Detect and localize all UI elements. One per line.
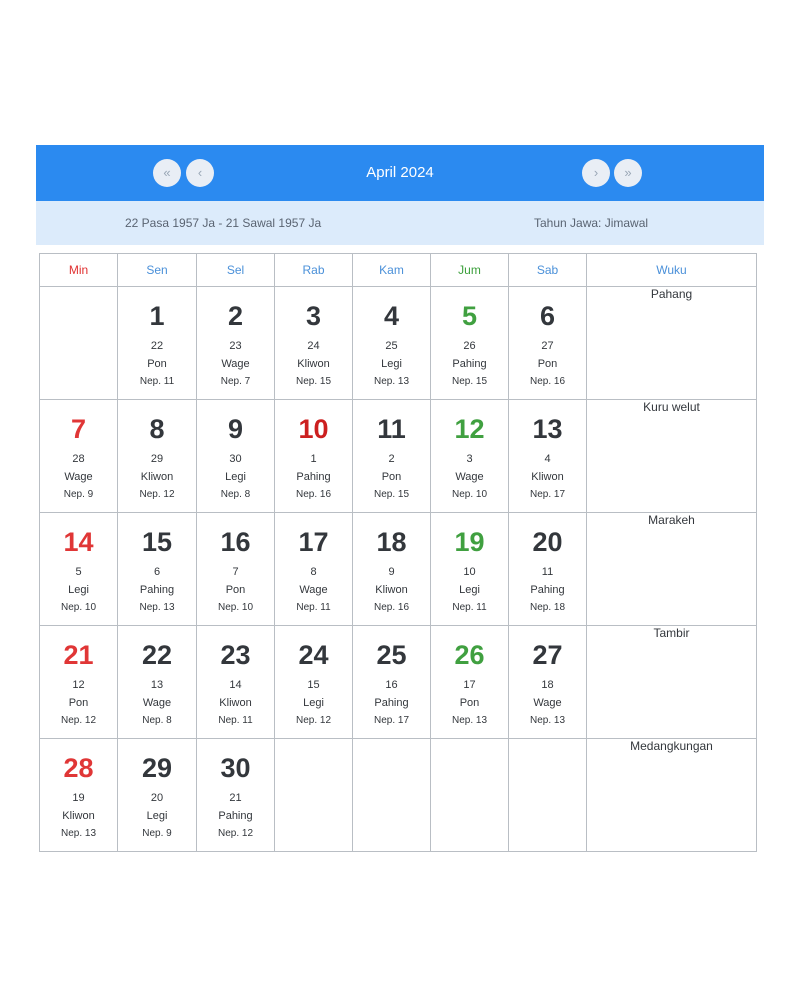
javanese-day: 18 <box>541 679 554 691</box>
day-number: 12 <box>454 414 485 444</box>
day-number: 23 <box>220 640 251 670</box>
day-cell[interactable] <box>509 626 587 739</box>
next-year-button[interactable] <box>614 159 642 187</box>
chevron-left-icon: ‹ <box>197 165 203 180</box>
neptu-label: Nep. 15 <box>451 376 488 387</box>
neptu-label: Nep. 18 <box>529 602 566 613</box>
day-cell[interactable] <box>431 400 509 513</box>
neptu-label: Nep. 10 <box>60 602 97 613</box>
wuku-cell: Pahang <box>587 287 757 400</box>
pasaran-label: Pon <box>225 584 246 596</box>
pasaran-label: Wage <box>64 471 93 483</box>
pasaran-label: Pon <box>459 697 480 709</box>
day-cell[interactable] <box>275 513 353 626</box>
javanese-day: 9 <box>388 566 395 578</box>
empty-day-cell <box>509 739 587 852</box>
neptu-label: Nep. 12 <box>60 715 97 726</box>
neptu-label: Nep. 8 <box>220 489 251 500</box>
javanese-day: 19 <box>72 792 85 804</box>
day-cell[interactable] <box>509 513 587 626</box>
day-cell[interactable] <box>118 513 197 626</box>
javanese-day: 6 <box>153 566 161 578</box>
pasaran-label: Pon <box>381 471 402 483</box>
day-number: 13 <box>532 414 563 444</box>
pasaran-label: Pahing <box>374 697 409 709</box>
javanese-day: 15 <box>307 679 320 691</box>
day-number: 1 <box>149 301 165 331</box>
neptu-label: Nep. 10 <box>451 489 488 500</box>
day-number: 10 <box>298 414 329 444</box>
day-number: 24 <box>298 640 329 670</box>
neptu-label: Nep. 11 <box>296 602 331 613</box>
javanese-day: 5 <box>75 566 82 578</box>
day-number: 7 <box>70 414 87 444</box>
javanese-day: 27 <box>541 340 554 352</box>
javanese-day: 26 <box>463 340 476 352</box>
weekday-header: Rab <box>275 254 353 287</box>
javanese-day: 11 <box>541 566 554 578</box>
wuku-cell: Medangkungan <box>587 739 757 852</box>
weekday-header: Sen <box>118 254 197 287</box>
day-number: 14 <box>63 527 94 557</box>
pasaran-label: Wage <box>221 358 250 370</box>
day-number: 22 <box>141 640 173 670</box>
pasaran-label: Wage <box>142 697 172 709</box>
month-navigation-bar <box>36 145 764 201</box>
day-number: 2 <box>227 301 244 331</box>
day-cell[interactable] <box>353 513 431 626</box>
day-cell[interactable] <box>275 626 353 739</box>
pasaran-label: Pon <box>68 697 89 709</box>
empty-day-cell <box>40 287 118 400</box>
javanese-day: 24 <box>307 340 320 352</box>
javanese-day: 2 <box>388 453 395 465</box>
javanese-day: 16 <box>385 679 398 691</box>
day-number: 3 <box>305 301 322 331</box>
empty-day-cell <box>431 739 509 852</box>
day-number: 19 <box>454 527 485 557</box>
neptu-label: Nep. 13 <box>60 828 97 839</box>
day-cell[interactable] <box>431 513 509 626</box>
day-cell[interactable] <box>40 626 118 739</box>
weekday-header: Jum <box>431 254 509 287</box>
day-number: 28 <box>63 753 94 783</box>
week-row <box>40 287 757 400</box>
wuku-cell: Marakeh <box>587 513 757 626</box>
javanese-day: 20 <box>150 792 164 804</box>
weekday-header: Min <box>40 254 118 287</box>
day-cell[interactable] <box>353 626 431 739</box>
day-number: 6 <box>539 301 556 331</box>
day-cell[interactable] <box>353 400 431 513</box>
weekday-header: Sab <box>509 254 587 287</box>
day-cell[interactable] <box>197 739 275 852</box>
pasaran-label: Legi <box>146 810 168 822</box>
day-cell[interactable] <box>509 400 587 513</box>
day-number: 18 <box>376 527 407 557</box>
neptu-label: Nep. 17 <box>373 715 410 726</box>
neptu-label: Nep. 11 <box>452 602 487 613</box>
day-cell[interactable] <box>40 739 118 852</box>
pasaran-label: Legi <box>381 358 402 370</box>
empty-day-cell <box>275 739 353 852</box>
pasaran-label: Pahing <box>452 358 487 370</box>
neptu-label: Nep. 9 <box>63 489 94 500</box>
pasaran-label: Pahing <box>296 471 331 483</box>
javanese-day: 14 <box>229 679 242 691</box>
neptu-label: Nep. 11 <box>139 376 175 387</box>
day-cell[interactable] <box>197 513 275 626</box>
chevron-right-icon: › <box>593 165 599 180</box>
javanese-date-range: 22 Pasa 1957 Ja - 21 Sawal 1957 Ja <box>125 216 322 230</box>
day-cell[interactable] <box>118 739 197 852</box>
day-number: 8 <box>149 414 165 444</box>
javanese-day: 13 <box>150 679 164 691</box>
pasaran-label: Legi <box>68 584 89 596</box>
day-cell[interactable] <box>431 287 509 400</box>
day-number: 30 <box>220 753 251 783</box>
javanese-day: 7 <box>232 566 239 578</box>
neptu-label: Nep. 15 <box>295 376 332 387</box>
week-row <box>40 513 757 626</box>
neptu-label: Nep. 13 <box>451 715 488 726</box>
pasaran-label: Kliwon <box>375 584 408 596</box>
day-cell[interactable] <box>353 287 431 400</box>
pasaran-label: Kliwon <box>62 810 95 822</box>
day-cell[interactable] <box>275 400 353 513</box>
day-cell[interactable] <box>40 513 118 626</box>
wuku-cell: Tambir <box>587 626 757 739</box>
day-cell[interactable] <box>118 626 197 739</box>
week-row <box>40 626 757 739</box>
day-number: 5 <box>461 301 478 331</box>
day-number: 25 <box>376 640 407 670</box>
week-row <box>40 739 757 852</box>
weekday-header: Kam <box>353 254 431 287</box>
weekday-header: Wuku <box>587 254 757 287</box>
javanese-day: 12 <box>72 679 85 691</box>
neptu-label: Nep. 16 <box>529 376 566 387</box>
javanese-day: 1 <box>310 453 317 465</box>
day-cell[interactable] <box>197 626 275 739</box>
javanese-day: 8 <box>310 566 317 578</box>
neptu-label: Nep. 11 <box>218 715 253 726</box>
javanese-day: 23 <box>229 340 242 352</box>
day-cell[interactable] <box>197 287 275 400</box>
javanese-day: 29 <box>150 453 164 465</box>
pasaran-label: Pon <box>537 358 558 370</box>
day-cell[interactable] <box>118 400 197 513</box>
day-cell[interactable] <box>431 626 509 739</box>
weekday-header: Sel <box>197 254 275 287</box>
double-chevron-right-icon: » <box>624 165 632 180</box>
javanese-year: Tahun Jawa: Jimawal <box>534 216 649 230</box>
day-cell[interactable] <box>197 400 275 513</box>
javanese-day: 10 <box>463 566 476 578</box>
weekday-header-row <box>40 254 757 287</box>
neptu-label: Nep. 12 <box>295 715 332 726</box>
day-number: 4 <box>383 301 400 331</box>
javanese-day: 17 <box>463 679 476 691</box>
pasaran-label: Pahing <box>530 584 565 596</box>
neptu-label: Nep. 13 <box>139 602 175 613</box>
javanese-day: 25 <box>385 340 398 352</box>
pasaran-label: Legi <box>225 471 246 483</box>
empty-day-cell <box>353 739 431 852</box>
neptu-label: Nep. 12 <box>139 489 175 500</box>
javanese-day: 28 <box>72 453 85 465</box>
day-number: 15 <box>141 527 173 557</box>
pasaran-label: Wage <box>299 584 328 596</box>
pasaran-label: Pon <box>147 358 167 370</box>
day-cell[interactable] <box>275 287 353 400</box>
next-month-button[interactable] <box>582 159 610 187</box>
calendar-header <box>36 145 764 245</box>
pasaran-label: Kliwon <box>297 358 330 370</box>
pasaran-label: Pahing <box>218 810 253 822</box>
day-number: 26 <box>454 640 485 670</box>
javanese-day: 21 <box>229 792 242 804</box>
day-number: 16 <box>220 527 251 557</box>
wuku-cell: Kuru welut <box>587 400 757 513</box>
double-chevron-left-icon: « <box>163 165 171 180</box>
day-cell[interactable] <box>40 400 118 513</box>
calendar-grid <box>39 253 757 852</box>
javanese-info-bar <box>36 201 764 245</box>
neptu-label: Nep. 10 <box>217 602 254 613</box>
day-number: 17 <box>298 527 329 557</box>
day-cell[interactable] <box>509 287 587 400</box>
neptu-label: Nep. 13 <box>373 376 410 387</box>
javanese-day: 22 <box>150 340 164 352</box>
neptu-label: Nep. 7 <box>220 376 251 387</box>
day-number: 29 <box>141 753 173 783</box>
neptu-label: Nep. 16 <box>373 602 410 613</box>
neptu-label: Nep. 13 <box>529 715 566 726</box>
neptu-label: Nep. 12 <box>217 828 254 839</box>
month-title: April 2024 <box>366 164 434 181</box>
javanese-day: 3 <box>466 453 473 465</box>
day-number: 11 <box>377 414 406 444</box>
javanese-day: 30 <box>229 453 242 465</box>
neptu-label: Nep. 17 <box>529 489 566 500</box>
neptu-label: Nep. 9 <box>142 828 172 839</box>
pasaran-label: Kliwon <box>140 471 174 483</box>
neptu-label: Nep. 8 <box>142 715 172 726</box>
pasaran-label: Wage <box>533 697 562 709</box>
javanese-day: 4 <box>544 453 551 465</box>
pasaran-label: Kliwon <box>219 697 252 709</box>
pasaran-label: Legi <box>303 697 324 709</box>
day-number: 27 <box>532 640 563 670</box>
day-cell[interactable] <box>118 287 197 400</box>
neptu-label: Nep. 15 <box>373 489 410 500</box>
pasaran-label: Wage <box>455 471 484 483</box>
day-number: 9 <box>227 414 244 444</box>
day-number: 20 <box>532 527 563 557</box>
neptu-label: Nep. 16 <box>295 489 332 500</box>
pasaran-label: Kliwon <box>531 471 564 483</box>
day-number: 21 <box>63 640 94 670</box>
pasaran-label: Legi <box>459 584 480 596</box>
pasaran-label: Pahing <box>139 584 175 596</box>
week-row <box>40 400 757 513</box>
